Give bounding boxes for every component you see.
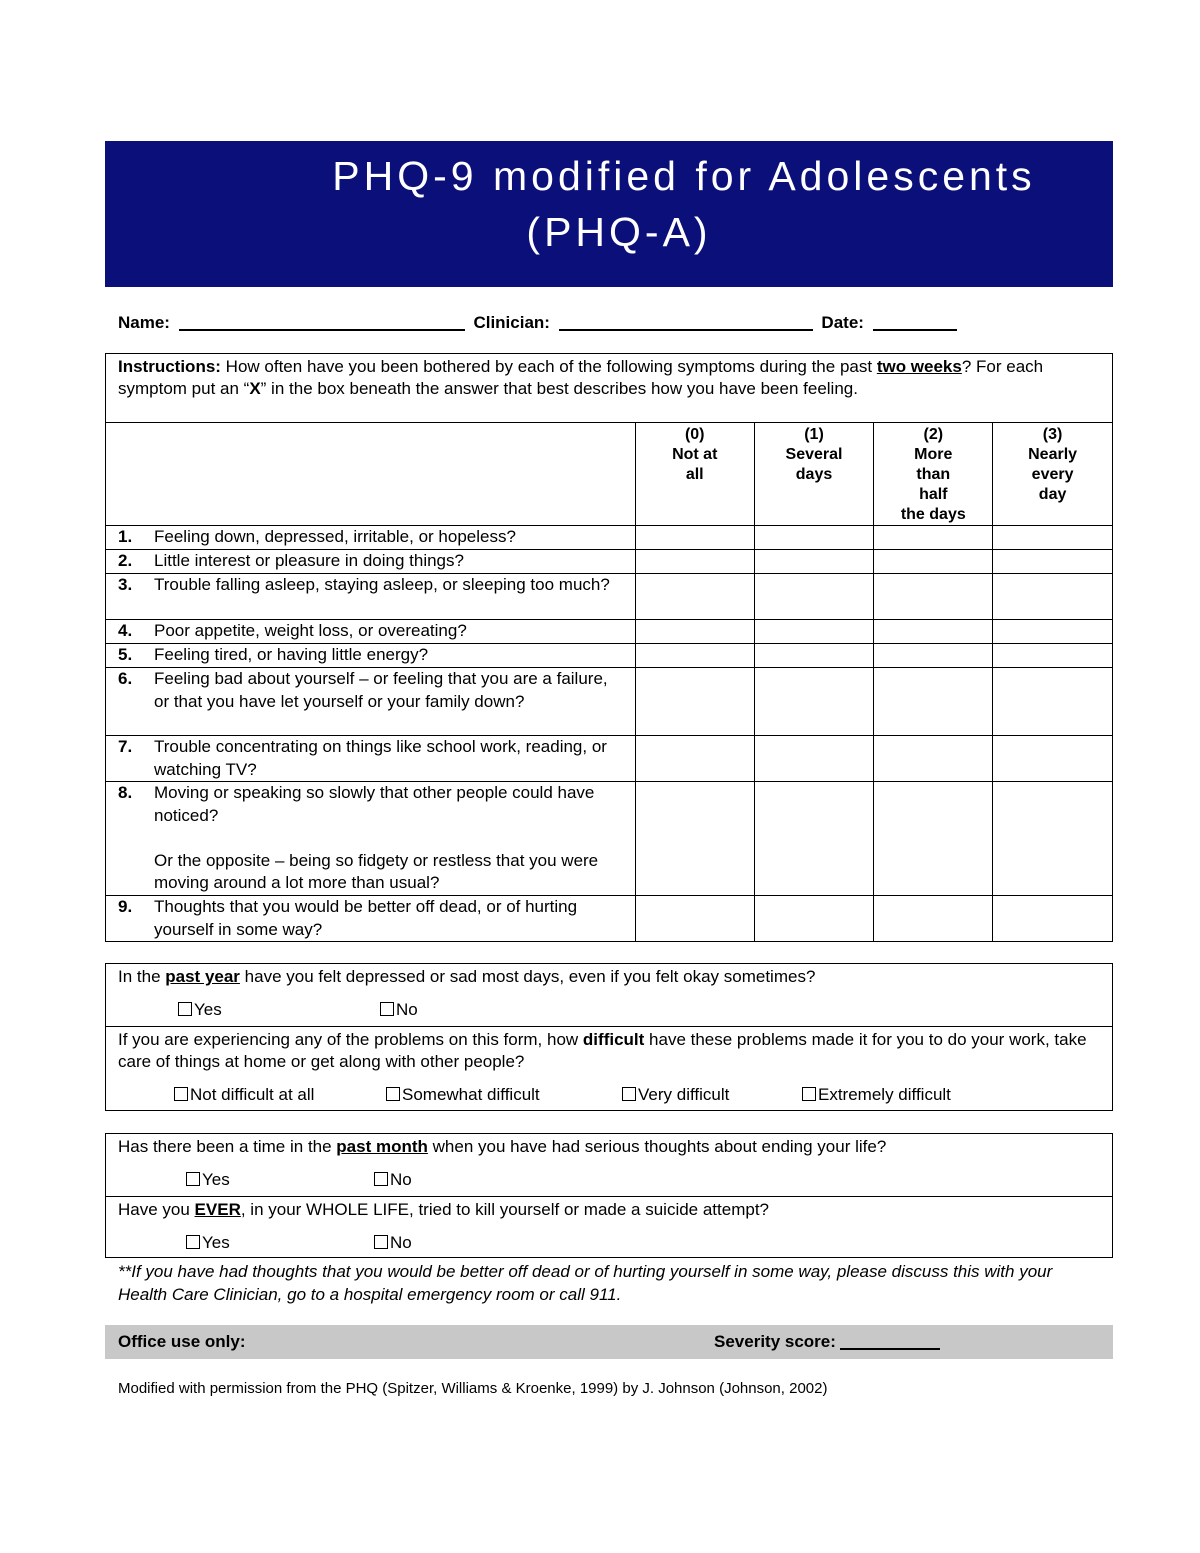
answer-box[interactable] [993, 896, 1113, 942]
answer-line: Not at [672, 446, 718, 463]
question-text-alt: Or the opposite – being so fidgety or restless that you were moving around a lot more than usual? [154, 850, 599, 892]
instructions-text-b: ? For each symptom put an “ [118, 357, 1044, 398]
answer-box[interactable] [874, 574, 993, 620]
option-label: Extremely difficult [818, 1085, 951, 1104]
answer-line: the days [900, 506, 966, 523]
option-label: Yes [202, 1233, 230, 1252]
answer-line: every [1031, 466, 1074, 483]
checkbox-icon [386, 1087, 400, 1101]
answer-box[interactable] [874, 668, 993, 736]
answer-box[interactable] [754, 782, 874, 896]
difficulty-option-1[interactable] [386, 1085, 540, 1105]
answer-box[interactable] [754, 526, 874, 550]
question-row-3 [106, 574, 1113, 620]
checkbox-icon [622, 1087, 636, 1101]
ever-pre: Have you [118, 1200, 195, 1219]
option-label: No [390, 1233, 412, 1252]
difficulty-option-3[interactable] [802, 1085, 951, 1105]
answer-line: More [914, 446, 953, 463]
past-month-pre: Has there been a time in the [118, 1137, 337, 1156]
checkbox-icon [374, 1235, 388, 1249]
question-number: 7. [118, 737, 133, 756]
severity-label: Severity score: [714, 1332, 836, 1351]
question-text: Poor appetite, weight loss, or overeating? [154, 621, 467, 640]
checkbox-icon [186, 1172, 200, 1186]
answer-box[interactable] [993, 668, 1113, 736]
question-row-1 [106, 526, 1113, 550]
title-line-1: PHQ-9 modified for Adolescents [332, 153, 1036, 199]
answer-line: all [685, 466, 704, 483]
answer-box[interactable] [874, 620, 993, 644]
date-field[interactable] [873, 311, 957, 331]
question-row-2 [106, 550, 1113, 574]
answer-box[interactable] [874, 736, 993, 782]
option-label: No [390, 1170, 412, 1189]
option-label: No [396, 1000, 418, 1019]
question-row-4 [106, 620, 1113, 644]
difficulty-option-2[interactable] [622, 1085, 729, 1105]
answer-header-0 [635, 423, 754, 526]
difficulty-bold: difficult [582, 1030, 645, 1049]
ever-post: , in your WHOLE LIFE, tried to kill yourself or made a suicide attempt? [240, 1200, 769, 1219]
ever-question [106, 1196, 1112, 1257]
question-row-9 [106, 896, 1113, 942]
answer-line: Nearly [1028, 446, 1078, 463]
clinician-field[interactable] [559, 311, 813, 331]
suicide-risk-box [105, 1133, 1113, 1258]
option-label: Not difficult at all [190, 1085, 315, 1104]
ever-yes[interactable] [186, 1233, 230, 1253]
question-number: 1. [118, 527, 133, 546]
answer-box[interactable] [635, 644, 754, 668]
answer-box[interactable] [993, 574, 1113, 620]
question-row-8 [106, 782, 1113, 896]
answer-box[interactable] [993, 644, 1113, 668]
name-label: Name: [118, 313, 170, 332]
option-label: Yes [194, 1000, 222, 1019]
safety-note: **If you have had thoughts that you would be better off dead or of hurting yourself in some way, please discuss this with your Health Care Clinician, go to a hospital emergency room or call 911. [118, 1262, 1053, 1304]
option-label: Somewhat difficult [402, 1085, 540, 1104]
question-text: Thoughts that you would be better off dead, or of hurting yourself in some way? [154, 897, 578, 939]
instructions-text-a: How often have you been bothered by each of the following symptoms during the past [220, 357, 877, 376]
instructions [106, 354, 1113, 423]
footer-citation: Modified with permission from the PHQ (Spitzer, Williams & Kroenke, 1999) by J. Johnson (Johnson, 2002) [118, 1380, 828, 1397]
answer-box[interactable] [635, 574, 754, 620]
answer-box[interactable] [874, 896, 993, 942]
answer-box[interactable] [754, 644, 874, 668]
past-year-underline: past year [165, 967, 240, 986]
difficulty-option-0[interactable] [174, 1085, 314, 1105]
checkbox-icon [174, 1087, 188, 1101]
past-month-no[interactable] [374, 1170, 412, 1190]
checkbox-icon [186, 1235, 200, 1249]
answer-box[interactable] [874, 782, 993, 896]
checkbox-icon [374, 1172, 388, 1186]
past-month-post: when you have had serious thoughts about ending your life? [427, 1137, 887, 1156]
answer-code: (1) [804, 426, 824, 443]
question-number: 4. [118, 621, 133, 640]
answer-line: day [1038, 486, 1067, 503]
question-number: 2. [118, 551, 133, 570]
clinician-label: Clinician: [473, 313, 550, 332]
answer-line: half [919, 486, 948, 503]
question-number: 3. [118, 575, 133, 594]
question-row-6 [106, 668, 1113, 736]
answer-code: (0) [684, 426, 705, 443]
ever-underline: EVER [194, 1200, 241, 1219]
past-year-post: have you felt depressed or sad most days, even if you felt okay sometimes? [239, 967, 816, 986]
question-text: Little interest or pleasure in doing things? [154, 551, 464, 570]
office-use-bar [105, 1325, 1113, 1359]
checkbox-icon [380, 1002, 394, 1016]
instructions-label: Instructions: [118, 357, 221, 376]
past-year-no[interactable] [380, 1000, 418, 1020]
answer-header-2 [874, 423, 993, 526]
answer-box[interactable] [874, 526, 993, 550]
past-month-question [106, 1134, 1112, 1196]
answer-code: (2) [923, 426, 944, 443]
answer-box[interactable] [754, 620, 874, 644]
answer-box[interactable] [635, 620, 754, 644]
ever-no[interactable] [374, 1233, 412, 1253]
checkbox-icon [178, 1002, 192, 1016]
question-text: Moving or speaking so slowly that other people could have noticed? [154, 783, 595, 825]
header-fields [118, 311, 1098, 333]
answer-box[interactable] [993, 550, 1113, 574]
checkbox-icon [802, 1087, 816, 1101]
question-number: 9. [118, 897, 133, 916]
answer-box[interactable] [635, 526, 754, 550]
past-year-yes[interactable] [178, 1000, 222, 1020]
answer-box[interactable] [874, 550, 993, 574]
answer-box[interactable] [635, 782, 754, 896]
severity-field[interactable] [840, 1332, 940, 1350]
instructions-text-c: ” in the box beneath the answer that best describes how you have been feeling. [260, 379, 858, 398]
question-text: Feeling down, depressed, irritable, or hopeless? [154, 527, 516, 546]
answer-line: Several [785, 446, 843, 463]
answer-box[interactable] [874, 644, 993, 668]
option-label: Very difficult [638, 1085, 730, 1104]
past-month-underline: past month [336, 1137, 428, 1156]
past-month-yes[interactable] [186, 1170, 230, 1190]
answer-code: (3) [1042, 426, 1063, 443]
answer-box[interactable] [635, 736, 754, 782]
answer-header-3 [993, 423, 1113, 526]
answer-header-1 [754, 423, 874, 526]
answer-box[interactable] [635, 896, 754, 942]
answer-box[interactable] [993, 526, 1113, 550]
question-text: Feeling bad about yourself – or feeling that you are a failure, or that you have let yourself or your family down? [154, 669, 608, 711]
difficulty-question [106, 1026, 1112, 1110]
name-field[interactable] [179, 311, 465, 331]
past-year-question [106, 964, 1112, 1026]
answer-box[interactable] [993, 782, 1113, 896]
question-text: Feeling tired, or having little energy? [154, 645, 429, 664]
answer-box[interactable] [635, 668, 754, 736]
question-row-7 [106, 736, 1113, 782]
answer-box[interactable] [754, 896, 874, 942]
answer-box[interactable] [993, 736, 1113, 782]
header-blank [106, 423, 636, 526]
title-line-2: (PHQ-A) [526, 209, 712, 255]
question-number: 6. [118, 669, 133, 688]
title-banner [105, 141, 1113, 287]
date-label: Date: [821, 313, 864, 332]
question-number: 5. [118, 645, 133, 664]
answer-box[interactable] [635, 550, 754, 574]
question-text: Trouble falling asleep, staying asleep, or sleeping too much? [154, 575, 610, 594]
office-use-label: Office use only: [118, 1332, 246, 1351]
question-row-5 [106, 644, 1113, 668]
question-text: Trouble concentrating on things like school work, reading, or watching TV? [154, 737, 607, 779]
answer-box[interactable] [993, 620, 1113, 644]
answer-line: days [795, 466, 833, 483]
past-year-pre: In the [118, 967, 166, 986]
difficulty-post: have these problems made it for you to do your work, take care of things at home or get along with other people? [118, 1030, 1087, 1071]
answer-box[interactable] [754, 668, 874, 736]
symptom-table [105, 353, 1113, 942]
answer-box[interactable] [754, 736, 874, 782]
instructions-x: X [249, 379, 261, 398]
option-label: Yes [202, 1170, 230, 1189]
question-number: 8. [118, 783, 133, 802]
answer-box[interactable] [754, 574, 874, 620]
severity-score [714, 1332, 944, 1352]
instructions-underline: two weeks [876, 357, 962, 376]
difficulty-pre: If you are experiencing any of the problems on this form, how [118, 1030, 583, 1049]
answer-box[interactable] [754, 550, 874, 574]
answer-line: than [916, 466, 951, 483]
depression-history-box [105, 963, 1113, 1111]
